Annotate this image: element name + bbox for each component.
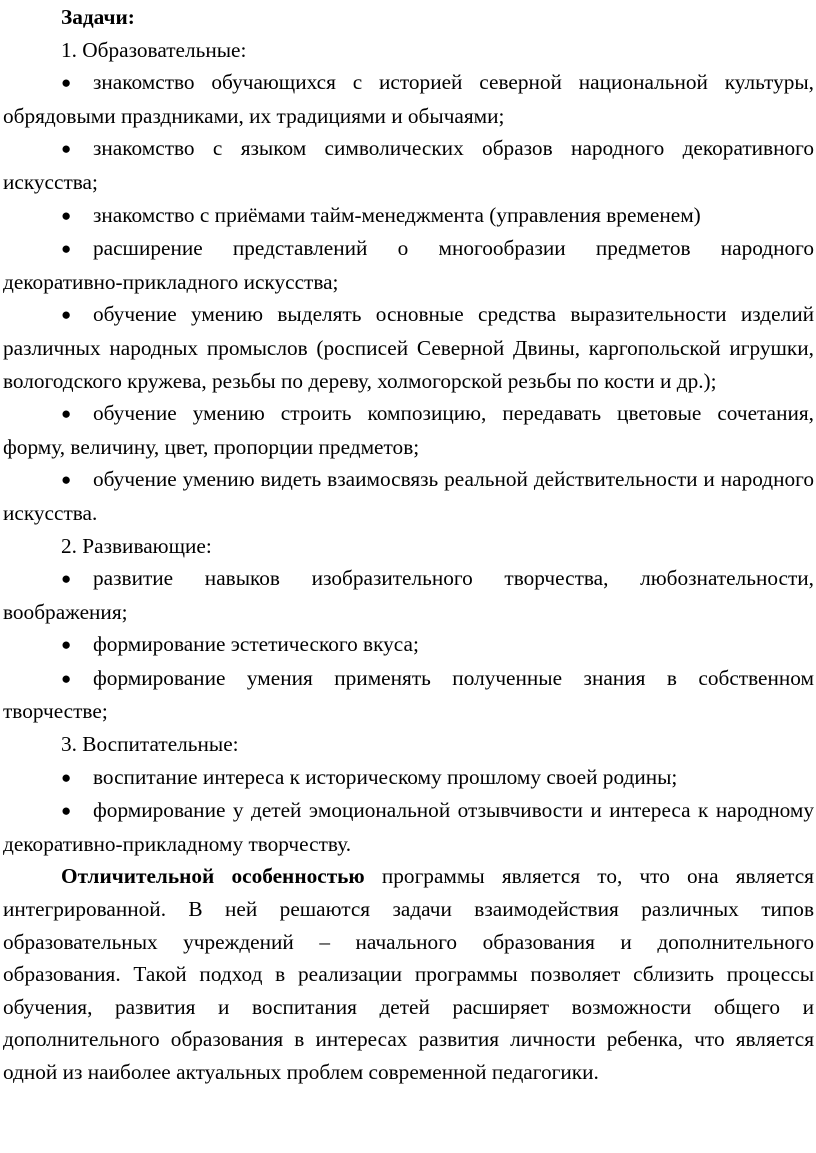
bullet-icon: ● [61,139,72,159]
list-item-text: расширение представлений о многообразии предметов народного декоративно-прикладного искусства; [3,236,814,294]
bullet-icon: ● [61,470,72,490]
section-label: 2. Развивающие: [61,533,212,558]
list-item [3,199,814,233]
list-item-text: обучение умению строить композицию, передавать цветовые сочетания, форму, величину, цвет, пропорции предметов; [3,401,814,459]
bullet-icon: ● [61,239,72,259]
closing-text: программы является то, что она является интегрированной. В ней решаются задачи взаимодействия различных типов образовательных учреждений – начального образования и дополнительного образования. Такой подход в реализации программы позволяет сблизить процессы обучения, развития и воспитания детей расширяет возможности общего и дополнительного образования в интересах развития личности ребенка, что является одной из наиболее актуальных проблем современной педагогики. [3,864,814,1084]
section-educational [3,34,814,530]
list-item-text: формирование умения применять полученные знания в собственном творчестве; [3,665,814,724]
list-item [3,761,814,795]
list-item [3,794,814,860]
list-item [3,463,814,529]
list-item [3,397,814,463]
list-item-text: знакомство с языком символических образов народного декоративного искусства; [3,136,814,194]
list-item-text: воспитание интереса к историческому прошлому своей родины; [93,764,678,789]
list-item [3,662,814,728]
list-item [3,628,814,662]
section-label: 1. Образовательные: [61,37,247,62]
section-developmental [3,530,814,729]
list-item [3,298,814,397]
list-item-text: знакомство с приёмами тайм-менеджмента (управления временем) [93,202,701,227]
list-item-text: обучение умению выделять основные средства выразительности изделий различных народных промыслов (росписей Северной Двины, каргопольской игрушки, вологодского кружева, резьбы по дереву, холмогорской резьбы по кости и др.); [3,302,814,393]
section-label: 3. Воспитательные: [61,732,239,757]
bullet-icon: ● [61,205,72,225]
bullet-icon: ● [61,305,72,325]
list-item-text: формирование эстетического вкуса; [93,632,419,657]
bullet-icon: ● [61,801,72,821]
bullet-list [3,66,814,529]
bullet-icon: ● [61,635,72,655]
bullet-list [3,761,814,861]
bullet-icon: ● [61,569,72,589]
bullet-icon: ● [61,404,72,424]
closing-bold-lead: Отличительной особенностью [61,864,365,889]
section-upbringing [3,728,814,860]
list-item-text: развитие навыков изобразительного творчества, любознательности, воображения; [3,566,814,624]
list-item [3,66,814,132]
page-title: Задачи: [61,5,135,29]
list-item-text: обучение умению видеть взаимосвязь реальной действительности и народного искусства. [3,467,814,525]
bullet-icon: ● [61,73,72,93]
list-item [3,132,814,198]
bullet-icon: ● [61,767,72,787]
list-item [3,562,814,628]
bullet-icon: ● [61,668,72,688]
list-item-text: формирование у детей эмоциональной отзывчивости и интереса к народному декоративно-прикладному творчеству. [3,798,814,856]
bullet-list [3,562,814,728]
list-item-text: знакомство обучающихся с историей северной национальной культуры, обрядовыми праздниками, их традициями и обычаями; [3,70,814,128]
list-item [3,232,814,298]
closing-paragraph [3,860,814,1088]
